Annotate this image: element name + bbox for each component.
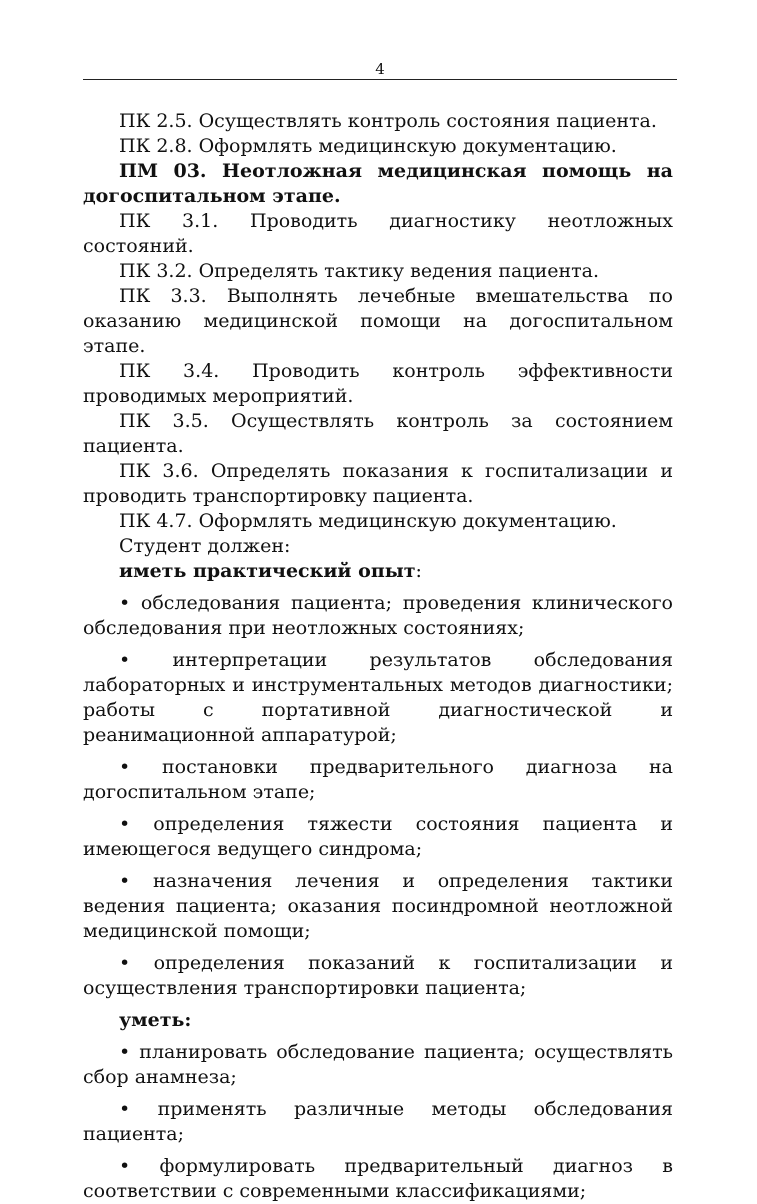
paragraph-pk-3-1: ПК 3.1. Проводить диагностику неотложных состояний. <box>83 210 673 257</box>
list-item: • формулировать предварительный диагноз в соответствии с современными классификациями; <box>83 1155 673 1202</box>
skills-heading: уметь: <box>119 1009 192 1031</box>
running-header <box>83 58 677 80</box>
header-rule <box>83 79 677 80</box>
list-item: • определения тяжести состояния пациента и имеющегося ведущего синдрома; <box>83 813 673 860</box>
paragraph-student-must: Студент должен: <box>119 535 291 557</box>
module-heading-pm-03: ПМ 03. Неотложная медицинская помощь на догоспитальном этапе. <box>83 160 673 207</box>
page-number: 4 <box>375 60 385 78</box>
list-item: • назначения лечения и определения тактики ведения пациента; оказания посиндромной неотложной медицинской помощи; <box>83 870 673 942</box>
list-item: • интерпретации результатов обследования лабораторных и инструментальных методов диагностики; работы с портативной диагностической и реанимационной аппаратурой; <box>83 649 673 746</box>
experience-heading-label: иметь практический опыт <box>119 560 416 582</box>
list-item: • определения показаний к госпитализации и осуществления транспортировки пациента; <box>83 952 673 999</box>
paragraph-pk-3-3: ПК 3.3. Выполнять лечебные вмешательства по оказанию медицинской помощи на догоспитальном этапе. <box>83 285 673 357</box>
body-text <box>83 109 673 1204</box>
list-item: • обследования пациента; проведения клинического обследования при неотложных состояниях; <box>83 592 673 639</box>
paragraph-pk-2-5: ПК 2.5. Осуществлять контроль состояния пациента. <box>119 110 657 132</box>
paragraph-pk-3-5: ПК 3.5. Осуществлять контроль за состоянием пациента. <box>83 410 673 457</box>
list-item: • планировать обследование пациента; осуществлять сбор анамнеза; <box>83 1041 673 1088</box>
paragraph-pk-2-8: ПК 2.8. Оформлять медицинскую документацию. <box>119 135 617 157</box>
paragraph-pk-3-2: ПК 3.2. Определять тактику ведения пациента. <box>119 260 600 282</box>
list-item: • постановки предварительного диагноза на догоспитальном этапе; <box>83 756 673 803</box>
paragraph-pk-4-7: ПК 4.7. Оформлять медицинскую документацию. <box>119 510 617 532</box>
experience-heading <box>83 559 673 584</box>
paragraph-pk-3-6: ПК 3.6. Определять показания к госпитализации и проводить транспортировку пациента. <box>83 460 673 507</box>
list-item: • применять различные методы обследования пациента; <box>83 1098 673 1145</box>
experience-heading-colon: : <box>415 560 422 582</box>
paragraph-pk-3-4: ПК 3.4. Проводить контроль эффективности проводимых мероприятий. <box>83 360 673 407</box>
